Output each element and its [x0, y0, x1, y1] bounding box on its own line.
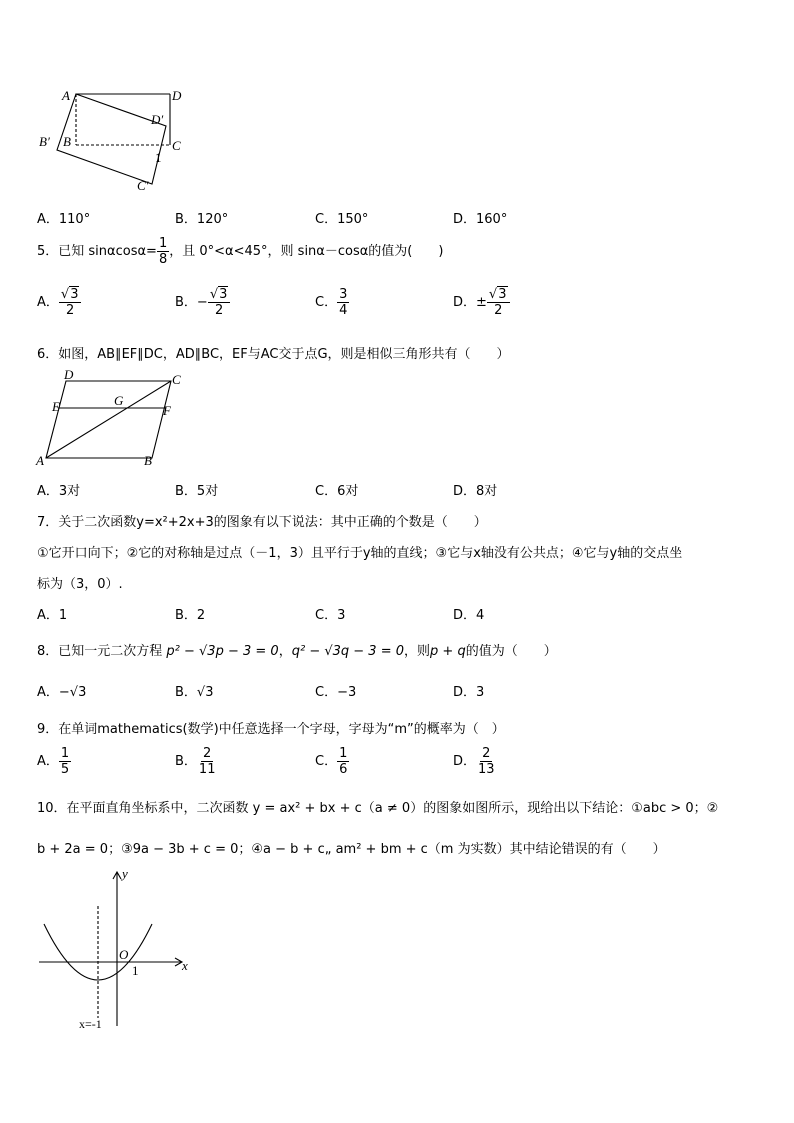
q6-option-a[interactable]: A．3对	[37, 484, 81, 499]
label-A: A	[62, 88, 70, 103]
label-C: C	[172, 138, 181, 153]
figure-rectangle-fold	[34, 84, 234, 199]
q10-stem: 10．在平面直角坐标系中，二次函数 y = ax² + bx + c（a ≠ 0）的图象如图所示，现给出以下结论：①abc > 0；②	[37, 801, 719, 816]
q8-eq1: p² − √3p − 3 = 0	[166, 644, 279, 659]
label-one: 1	[155, 150, 162, 165]
q5-stem	[37, 236, 443, 267]
q8-eq2: q² − √3q − 3 = 0	[291, 644, 405, 659]
q4-option-d[interactable]: D．160°	[453, 212, 508, 227]
label-O: O	[119, 947, 129, 962]
q5-number: 5．	[37, 244, 59, 259]
figure-parallelogram	[34, 368, 194, 468]
q8-option-c[interactable]: C．−3	[315, 685, 357, 700]
q5-option-a[interactable]: A． $\frac{√3}{2}$	[37, 287, 81, 318]
q4-option-a[interactable]: A．110°	[37, 212, 91, 227]
q8-option-b[interactable]: B．√3	[175, 685, 214, 700]
label-D: D	[172, 88, 182, 103]
label-one: 1	[132, 963, 139, 978]
q7-option-c[interactable]: C．3	[315, 608, 346, 623]
q5-option-c[interactable]: C． $\frac{3}{4}$	[315, 287, 348, 318]
q7-stem: 7．关于二次函数y=x²+2x+3的图象有以下说法：其中正确的个数是（ ）	[37, 515, 487, 530]
q5-fraction: $\frac{1}{8}$	[158, 236, 168, 267]
q7-statements-cont: 标为（3，0）.	[37, 577, 123, 592]
label-B: B	[63, 134, 71, 149]
label-Bp: B′	[39, 134, 50, 149]
label-C: C	[172, 372, 181, 387]
label-Dp: D′	[151, 112, 164, 127]
label-A: A	[36, 453, 44, 468]
q9-option-b[interactable]: B． $\frac{2}{11}$	[175, 746, 216, 777]
q8-option-a[interactable]: A．−√3	[37, 685, 87, 700]
label-Cp: C′	[137, 178, 149, 193]
q5-pre: 已知 sinαcosα=	[58, 244, 157, 259]
label-x: x	[182, 958, 188, 973]
q4-option-c[interactable]: C．150°	[315, 212, 369, 227]
label-G: G	[114, 393, 124, 408]
label-D: D	[64, 368, 74, 382]
q6-stem: 6．如图，AB∥EF∥DC，AD∥BC，EF与AC交于点G，则是相似三角形共有（ ）	[37, 347, 510, 362]
q10-conclusions: b + 2a = 0；③9a − 3b + c = 0；④a − b + c„ am² + bm + c（m 为实数）其中结论错误的有（ ）	[37, 842, 666, 857]
q5-option-d[interactable]: D．± $\frac{√3}{2}$	[453, 287, 510, 318]
label-E: E	[52, 399, 60, 414]
q7-option-b[interactable]: B．2	[175, 608, 206, 623]
figure-parabola	[34, 866, 194, 1031]
q6-option-b[interactable]: B．5对	[175, 484, 219, 499]
q5-option-b[interactable]: B．− $\frac{√3}{2}$	[175, 287, 230, 318]
q6-option-c[interactable]: C．6对	[315, 484, 359, 499]
q9-option-a[interactable]: A． $\frac{1}{5}$	[37, 746, 70, 777]
label-y: y	[122, 866, 128, 881]
q7-option-d[interactable]: D．4	[453, 608, 485, 623]
label-axis: x=-1	[79, 1017, 102, 1031]
q7-statements: ①它开口向下；②它的对称轴是过点（－1，3）且平行于y轴的直线；③它与x轴没有公共点；④它与y轴的交点坐	[37, 546, 683, 561]
q5-post: ，且 0°<α<45°，则 sinα－cosα的值为( )	[169, 244, 444, 259]
q4-option-b[interactable]: B．120°	[175, 212, 229, 227]
q8-expr: p + q	[430, 644, 466, 659]
q6-option-d[interactable]: D．8对	[453, 484, 498, 499]
q9-stem: 9．在单词mathematics(数学)中任意选择一个字母，字母为“m”的概率为（ ）	[37, 722, 505, 737]
q7-option-a[interactable]: A．1	[37, 608, 68, 623]
q8-stem: 8．已知一元二次方程 p² − √3p − 3 = 0，q² − √3q − 3 = 0，则p + q的值为（ ）	[37, 644, 557, 659]
label-F: F	[163, 403, 171, 418]
q9-option-d[interactable]: D． $\frac{2}{13}$	[453, 746, 495, 777]
label-B: B	[144, 453, 152, 468]
q9-option-c[interactable]: C． $\frac{1}{6}$	[315, 746, 348, 777]
q8-option-d[interactable]: D．3	[453, 685, 485, 700]
